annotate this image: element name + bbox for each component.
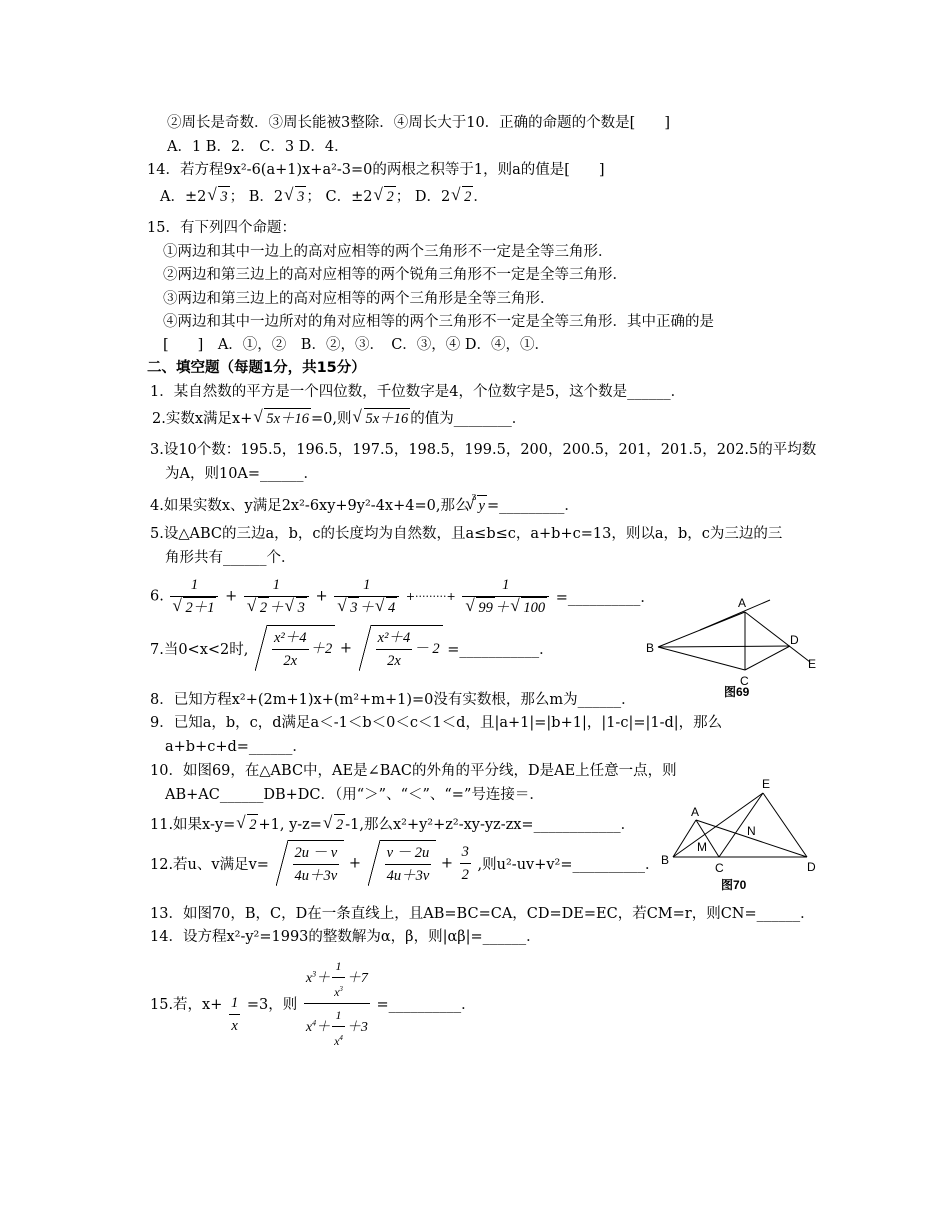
q15-item-3: ③两边和第三边上的高对应相等的两个三角形是全等三角形． <box>163 291 555 307</box>
fill-4: 4.如果实数x、y满足2x²-6xy+9y²-4x+4=0,那么$^3$√ y =_________． <box>150 492 579 516</box>
figure-70 <box>655 775 830 900</box>
fill-11: 11.如果x-y=√ 2 +1, y-z=√ 2 -1,那么x²+y²+z²-xy-yz-zx=____________． <box>150 814 635 835</box>
fig69-label-C: C <box>740 674 749 688</box>
q15-options: [ ] A．①，② B．②，③． C．③，④ D．④，①． <box>163 337 550 353</box>
fig69-extension <box>700 600 770 630</box>
fig69-label-B: B <box>646 641 655 655</box>
fig70-label-B: B <box>661 853 670 867</box>
fig70-line-ED <box>763 793 807 857</box>
q13-options: A．1 B．2. C．3 D．4． <box>167 139 349 155</box>
fig70-label-D: D <box>807 860 816 874</box>
fill-5a: 5.设△ABC的三边a，b，c的长度均为自然数，且a≤b≤c，a+b+c=13，则以a，b，c为三边的三 <box>150 526 783 542</box>
fill-9a: 9．已知a，b，c，d满足a＜-1＜b＜0＜c＜1＜d，且|a+1|=|b+1|，|1-c|=|1-d|，那么 <box>150 715 723 731</box>
fig70-label-A: A <box>691 805 700 819</box>
q15-item-2: ②两边和第三边上的高对应相等的两个锐角三角形不一定是全等三角形． <box>163 267 627 283</box>
fill-10b: AB+AC______DB+DC．（用“＞”、“＜”、“=”号连接＝． <box>165 787 544 803</box>
fill-14: 14．设方程x²-y²=1993的整数解为α，β，则|αβ|=______． <box>150 929 541 945</box>
figure-69 <box>640 590 840 705</box>
q14-stem: 14．若方程9x²-6(a+1)x+a²-3=0的两根之积等于1，则a的值是[ ] <box>147 162 605 178</box>
fig70-label-E: E <box>762 777 771 791</box>
fill-10a: 10．如图69，在△ABC中，AE是∠BAC的外角的平分线，D是AE上任意一点，则 <box>150 763 677 779</box>
q14-options: A．±2√ 3 ； B．2√ 3 ； C．±2√ 2 ； D．2√ 2 ． <box>160 186 488 207</box>
fig69-label-E: E <box>808 657 817 671</box>
fig69-line-BD <box>658 646 790 647</box>
fig70-label-N: N <box>747 824 756 838</box>
fill-7: 7.当0<x<2时, $\frac{\text{x²＋4}}{2x}$ ＋2 + $\frac{\text{x²＋4}}{2x}$ － 2 =___________． <box>150 625 554 672</box>
fill-1: 1．某自然数的平方是一个四位数，千位数字是4，个位数字是5，这个数是______． <box>150 384 686 400</box>
fig69-line-CD <box>745 646 790 670</box>
fill-13: 13．如图70，B，C，D在一条直线上，且AB=BC=CA，CD=DE=EC，若CM=r，则CN=______． <box>150 906 815 922</box>
fig70-line-BA <box>673 820 696 857</box>
fig69-caption: 图69 <box>724 685 750 699</box>
fill-15: 15.若，x+ $\frac{1}{x}$ =3，则 $x^3+$ $\frac{1}{x^3}$ ＋7 $x^4+$ $\frac{1}{x^4}$ ＋3 =__________． <box>150 955 476 1052</box>
fill-3a: 3.设10个数：195.5，196.5，197.5，198.5，199.5，200，200.5，201，201.5，202.5的平均数 <box>150 442 817 458</box>
fill-6: 6. 1 √ 2＋1 + 1 √ 2 ＋√ 3 + 1 √ 3 ＋√ 4 +·········+ 1 √ 99 ＋√ 100 =__________． <box>150 574 655 619</box>
fill-2: 2.实数x满足x+√ 5x＋16 =0,则√ 5x＋16 的值为________． <box>152 408 526 429</box>
fill-9b: a+b+c+d=______． <box>165 739 307 755</box>
q15-item-1: ①两边和其中一边上的高对应相等的两个三角形不一定是全等三角形． <box>163 244 613 260</box>
fig69-line-AE <box>745 612 810 662</box>
fig70-label-M: M <box>697 840 707 854</box>
fig69-label-D: D <box>790 633 799 647</box>
fig70-label-C: C <box>715 861 724 875</box>
fill-5b: 角形共有______个． <box>165 550 296 566</box>
fig69-line-BC <box>658 647 745 670</box>
q15-stem: 15．有下列四个命题： <box>147 220 296 236</box>
q13-tail: ②周长是奇数．③周长能被3整除．④周长大于10．正确的命题的个数是[ ] <box>167 115 670 131</box>
fill-8: 8．已知方程x²+(2m+1)x+(m²+m+1)=0没有实数根，那么m为______． <box>150 692 636 708</box>
fill-12: 12.若u、v满足v= $\frac{2u - v}{4u+3v}$ + $\frac{v - 2u}{4u+3v}$ + $\frac{3}{2}$ ,则u²-uv+v²=__________． <box>150 840 660 887</box>
fig70-line-CE <box>719 793 763 857</box>
fig69-label-A: A <box>738 596 747 610</box>
q15-item-4: ④两边和其中一边所对的角对应相等的两个三角形不一定是全等三角形．其中正确的是 <box>163 314 714 330</box>
fill-3b: 为A，则10A=______． <box>165 466 319 482</box>
fig70-caption: 图70 <box>721 878 747 892</box>
section-2-title: 二、填空题（每题1分，共15分） <box>147 360 366 376</box>
